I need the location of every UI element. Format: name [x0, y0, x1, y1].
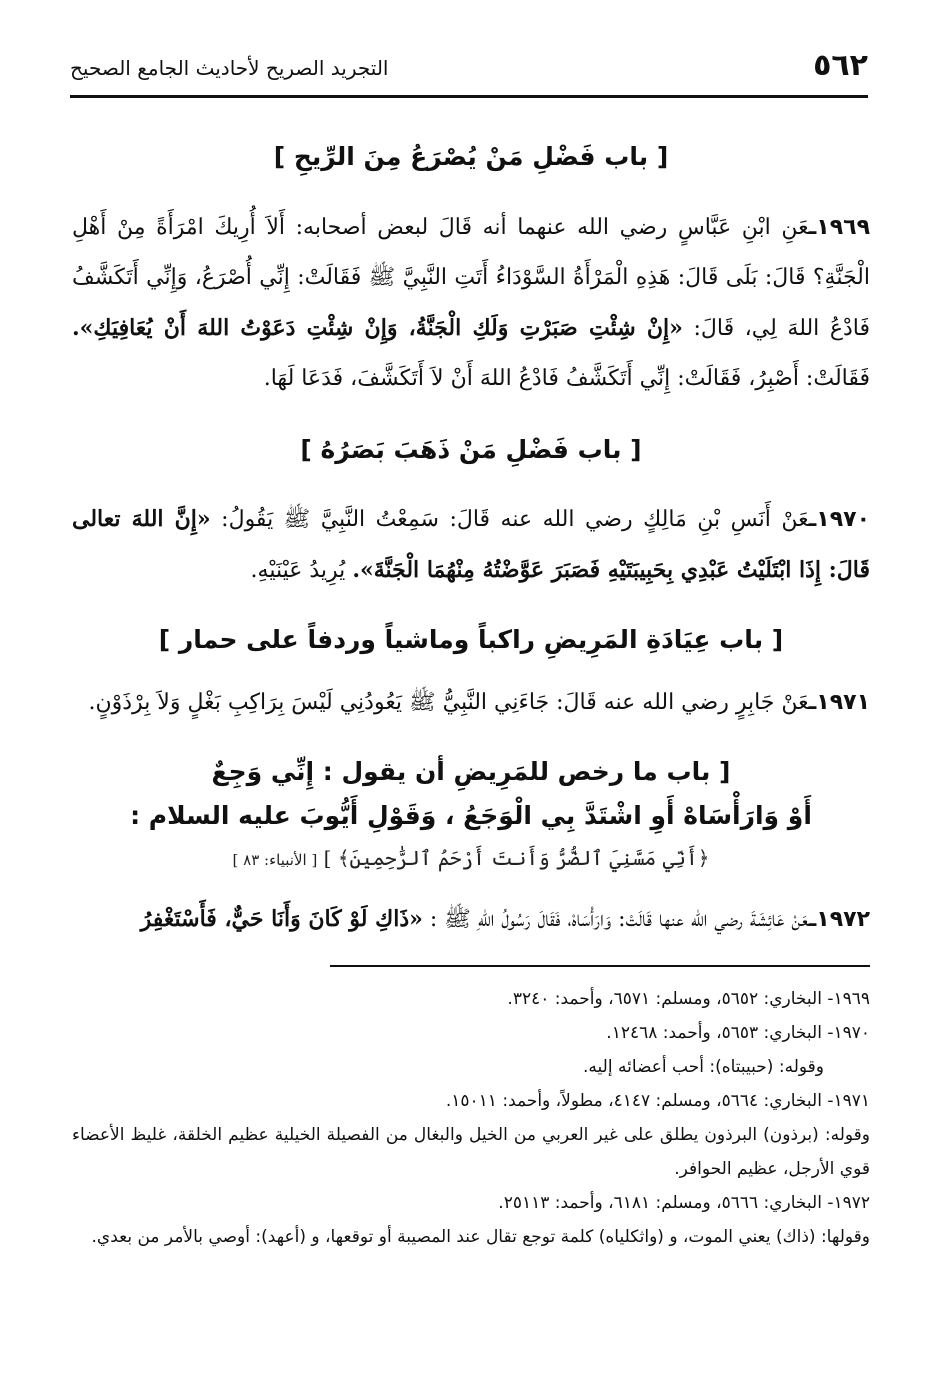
footnote-1971: ١٩٧١- البخاري: ٥٦٦٤، ومسلم: ٤١٤٧، مطولاً، وأحمد: ١٥٠١١.	[445, 1091, 870, 1111]
footnote-1969: ١٩٦٩- البخاري: ٥٦٥٢، ومسلم: ٦٥٧١، وأحمد: ٣٢٤٠.	[507, 989, 870, 1009]
page-number: ٥٦٢	[813, 48, 868, 83]
hadith-number: ١٩٧٠ـ	[808, 507, 870, 532]
hadith-text: عَنِ ابْنِ عَبَّاسٍ رضي الله عنهما أنه قَالَ لبعض أصحابه: أَلاَ أُرِيكَ امْرَأَةً مِنْ أَهْلِ الْجَنَّةِ؟ قَالَ: بَلَى قَالَ: هَذِهِ الْمَرْأَةُ السَّوْدَاءُ أَتَتِ النَّبِيَّ ﷺ فَقَالَتْ: إِنِّي أُصْرَعُ، وَإِنِّي أَتَكَشَّفُ فَادْعُ اللهَ لِي، قَالَ:	[72, 215, 871, 341]
prophetic-speech: «ذَاكِ لَوْ كَانَ وَأَنَا حَيٌّ، فَأَسْتَغْفِرُ	[140, 906, 423, 932]
quran-verse	[72, 838, 870, 880]
hadith-text: عَنْ جَابِرٍ رضي الله عنه قَالَ: جَاءَنِي النَّبِيُّ ﷺ يَعُودُنِي لَيْسَ بِرَاكِبِ بَغْلٍ وَلاَ بِرْذَوْنٍ.	[88, 690, 809, 715]
footnote-rule	[330, 965, 870, 967]
hadith-text: عَنْ أَنَسِ بْنِ مَالِكٍ رضي الله عنه قَالَ: سَمِعْتُ النَّبِيَّ ﷺ يَقُولُ:	[221, 507, 809, 532]
hadith-1971	[72, 678, 870, 728]
hadith-number: ١٩٦٩ـ	[808, 215, 870, 240]
chapter-title-1: [ باب فَضْلِ مَنْ يُصْرَعُ مِنَ الرِّيحِ ]	[273, 142, 669, 171]
header-rule	[70, 95, 868, 98]
footnotes	[72, 982, 870, 1254]
quran-reference: [ الأنبياء: ٨٣ ]	[232, 851, 318, 869]
quran-text: ﴿أَنِّي مَسَّنِيَ ٱلضُّرُّ وَأَنتَ أَرْحَمُ ٱلرَّٰحِمِينَ﴾ ]	[323, 846, 710, 870]
hadith-number: ١٩٧١ـ	[808, 690, 870, 715]
footnote-1970: ١٩٧٠- البخاري: ٥٦٥٣، وأحمد: ١٢٤٦٨.	[606, 1023, 870, 1043]
chapter-title-3: [ باب عِيَادَةِ المَرِيضِ راكباً وماشياً وردفاً على حمار ]	[158, 625, 784, 654]
chapter-title-4-line1: [ باب ما رخص للمَرِيضِ أن يقول : إِنِّي وَجِعٌ	[211, 757, 731, 786]
chapter-title-2: [ باب فَضْلِ مَنْ ذَهَبَ بَصَرُهُ ]	[300, 435, 642, 464]
footnote-1972: ١٩٧٢- البخاري: ٥٦٦٦، ومسلم: ٦١٨١، وأحمد: ٢٥١١٣.	[498, 1193, 870, 1213]
hadith-number: ١٩٧٢ـ	[808, 907, 870, 932]
hadith-text-cont: يُرِيدُ عَيْنَيْهِ.	[250, 558, 346, 583]
prophetic-speech: «إِنَّ اللهَ تعالى قَالَ: إِذَا ابْتَلَيْتُ عَبْدِي بِحَبِيبَتَيْهِ فَصَبَرَ عَوَّضْتُهُ مِنْهُمَا الْجَنَّةَ».	[72, 506, 870, 583]
footnote-1970-note: وقوله: (حبيبتاه): أحب أعضائه إليه.	[583, 1057, 824, 1077]
running-title: التجريد الصريح لأحاديث الجامع الصحيح	[70, 56, 389, 80]
hadith-text: عَنْ عَائِشَةَ رضي الله عنها قَالَتْ: وَارَأْسَاهْ، فَقَالَ رَسُولُ اللهِ ﷺ :	[429, 907, 809, 932]
main-text	[72, 135, 870, 945]
footnote-1971-note: وقوله: (برذون) البرذون يطلق على غير العربي من الخيل والبغال من الفصيلة الخيلية عظيم الخلقة، غليظ الأعضاء قوي الأرجل، عظيم الحوافر.	[72, 1125, 870, 1179]
hadith-1970	[72, 494, 870, 596]
hadith-1972	[72, 894, 870, 945]
footnote-1972-note: وقولها: (ذاك) يعني الموت، و (واثكلياه) كلمة توجع تقال عند المصيبة أو توقعها، و (أعهد): أوصي بالأمر من بعدي.	[91, 1227, 870, 1247]
hadith-1969	[72, 203, 870, 404]
prophetic-speech: «إِنْ شِئْتِ صَبَرْتِ وَلَكِ الْجَنَّةُ، وَإِنْ شِئْتِ دَعَوْتُ اللهَ أَنْ يُعَافِيَكِ».	[72, 315, 683, 341]
chapter-title-4	[72, 750, 870, 838]
page-header	[70, 44, 868, 90]
chapter-title-4-line2: أَوْ وَارَأْسَاهْ أَوِ اشْتَدَّ بِي الْوَجَعُ ، وَقَوْلِ أَيُّوبَ عليه السلام :	[130, 801, 812, 830]
hadith-text-cont: فَقَالَتْ: أَصْبِرُ، فَقَالَتْ: إِنِّي أَتَكَشَّفُ فَادْعُ اللهَ أَنْ لاَ أَتَكَشَّفَ، فَدَعَا لَهَا.	[263, 366, 870, 391]
